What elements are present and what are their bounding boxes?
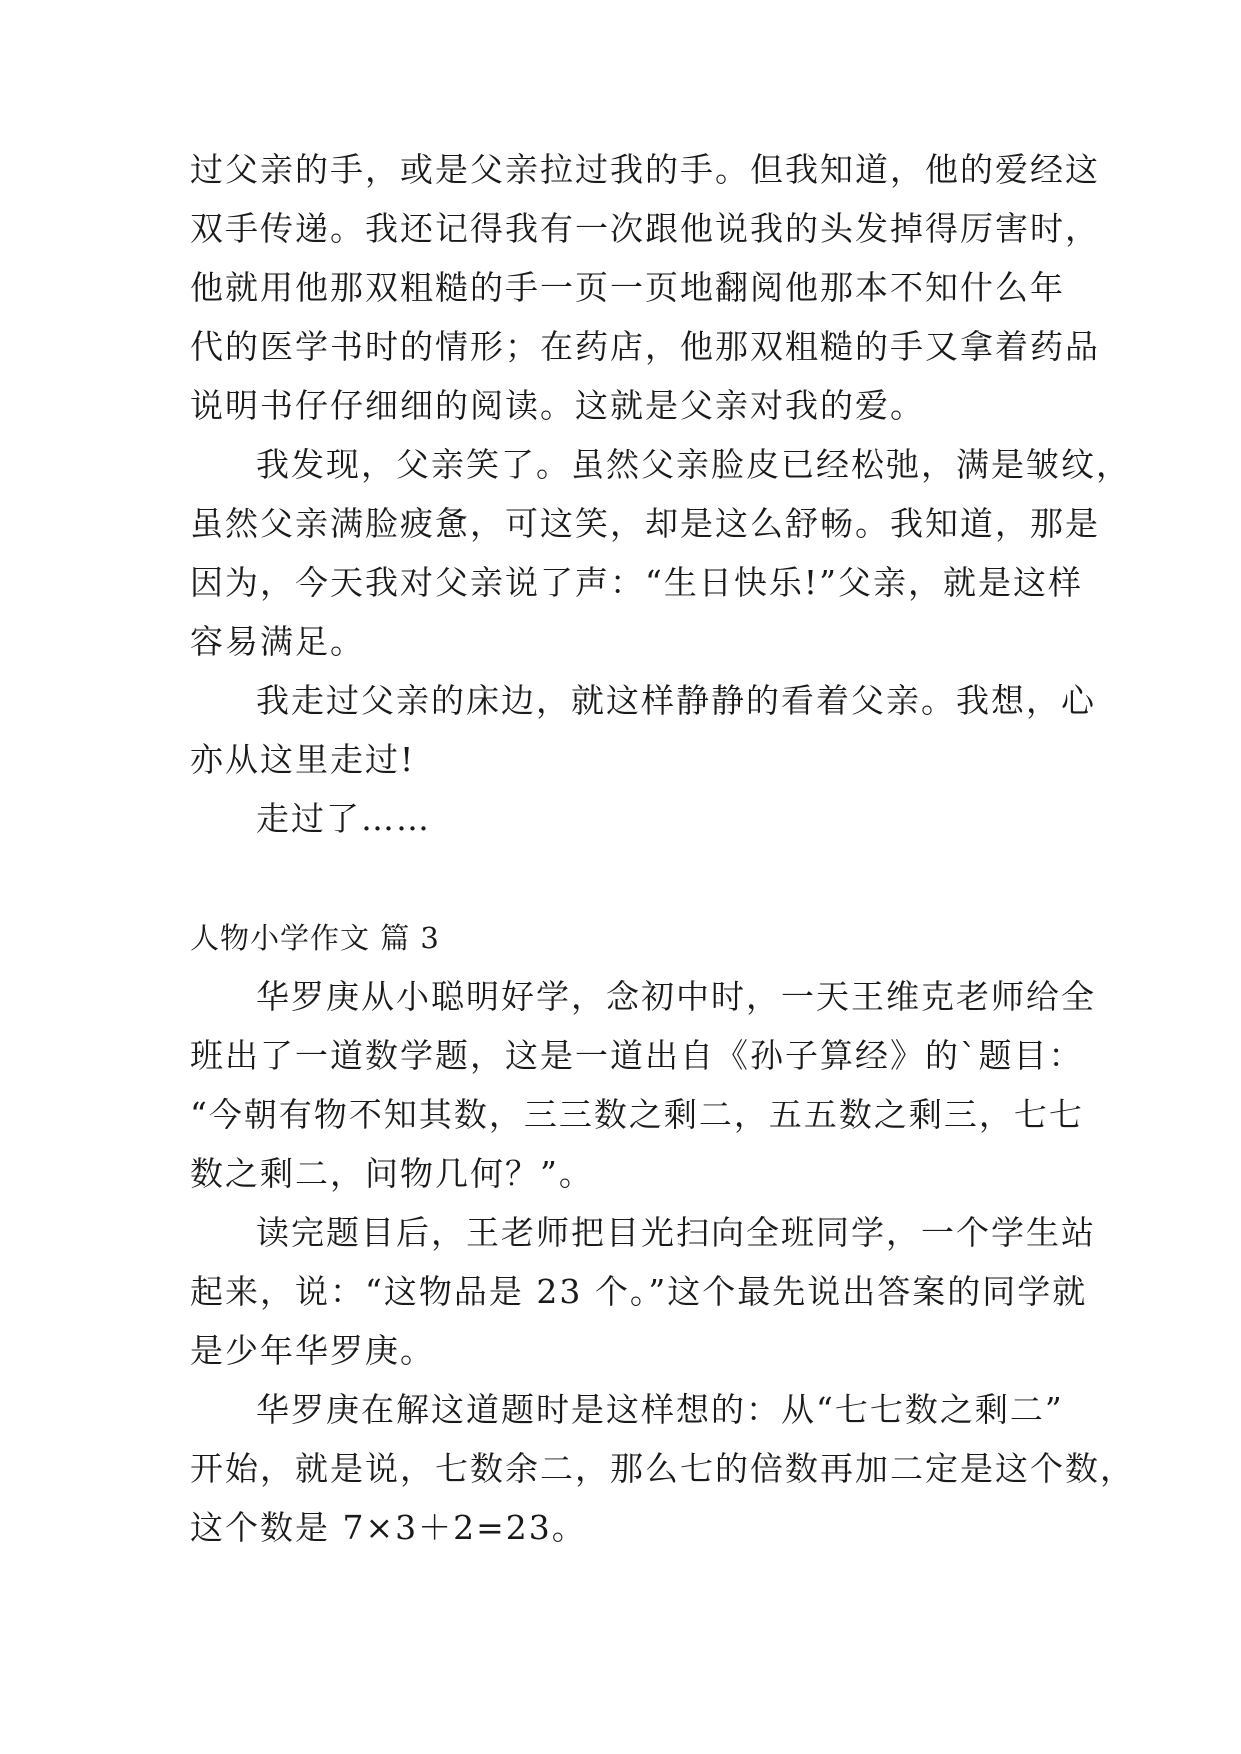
paragraph-line: 开始，就是说，七数余二，那么七的倍数再加二定是这个数，	[190, 1449, 1135, 1488]
paragraph-line: 虽然父亲满脸疲惫，可这笑，却是这么舒畅。我知道，那是	[190, 504, 1100, 543]
paragraph-line: 是少年华罗庚。	[190, 1331, 435, 1370]
paragraph-line: 我发现，父亲笑了。虽然父亲脸皮已经松弛，满是皱纹，	[256, 445, 1131, 484]
paragraph-line: 班出了一道数学题，这是一道出自《孙子算经》的`题目：	[190, 1036, 1084, 1075]
section-heading: 人物小学作文 篇 3	[190, 921, 440, 955]
paragraph-line: 华罗庚从小聪明好学，念初中时，一天王维克老师给全	[256, 977, 1096, 1016]
paragraph-line: 走过了……	[256, 799, 431, 838]
paragraph-line: 起来，说：“这物品是 23 个。”这个最先说出答案的同学就	[190, 1272, 1088, 1311]
paragraph-line: 代的医学书时的情形；在药店，他那双粗糙的手又拿着药品	[190, 327, 1100, 366]
paragraph-line: 华罗庚在解这道题时是这样想的：从“七七数之剩二”	[256, 1390, 1064, 1429]
paragraph-line: 数之剩二，问物几何？”。	[190, 1154, 594, 1193]
paragraph-line: “今朝有物不知其数，三三数之剩二，五五数之剩三，七七	[190, 1095, 1084, 1134]
paragraph-line: 双手传递。我还记得我有一次跟他说我的头发掉得厉害时，	[190, 209, 1100, 248]
paragraph-line: 因为，今天我对父亲说了声：“生日快乐!”父亲，就是这样	[190, 563, 1084, 602]
paragraph-line: 亦从这里走过!	[190, 740, 416, 779]
paragraph-line: 他就用他那双粗糙的手一页一页地翻阅他那本不知什么年	[190, 268, 1065, 307]
paragraph-line: 容易满足。	[190, 622, 365, 661]
paragraph-line: 这个数是 7×3＋2=23。	[190, 1508, 587, 1547]
paragraph-line: 读完题目后，王老师把目光扫向全班同学，一个学生站	[256, 1213, 1096, 1252]
paragraph-line: 过父亲的手，或是父亲拉过我的手。但我知道，他的爱经这	[190, 150, 1100, 189]
paragraph-line: 说明书仔仔细细的阅读。这就是父亲对我的爱。	[190, 386, 925, 425]
paragraph-line: 我走过父亲的床边，就这样静静的看着父亲。我想，心	[256, 681, 1096, 720]
